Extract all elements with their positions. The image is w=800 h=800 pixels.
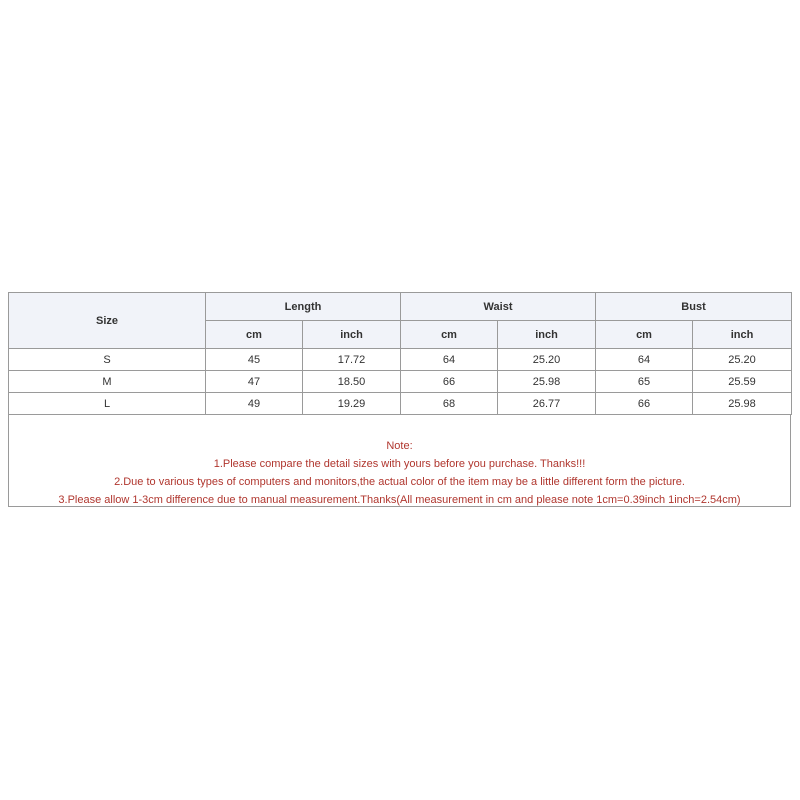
size-cell: M — [9, 371, 206, 393]
value-cell: 65 — [596, 371, 693, 393]
note-title: Note: — [386, 440, 413, 452]
note-line: 2.Due to various types of computers and monitors,the actual color of the item may be a little different form the picture. — [114, 476, 685, 488]
size-header: Size — [9, 293, 206, 349]
note-line: 1.Please compare the detail sizes with yours before you purchase. Thanks!!! — [213, 458, 586, 470]
value-cell: 68 — [401, 393, 498, 415]
length-header: Length — [206, 293, 401, 321]
value-cell: 47 — [206, 371, 303, 393]
note-line: 3.Please allow 1-3cm difference due to manual measurement.Thanks(All measurement in cm and please note 1cm=0.39inch 1inch=2.54cm) — [58, 494, 741, 506]
table-row — [9, 349, 792, 371]
value-cell: 49 — [206, 393, 303, 415]
unit-header: cm — [401, 321, 498, 349]
table-row — [9, 371, 792, 393]
value-cell: 26.77 — [498, 393, 596, 415]
size-cell: S — [9, 349, 206, 371]
value-cell: 19.29 — [303, 393, 401, 415]
bust-header: Bust — [596, 293, 792, 321]
value-cell: 25.20 — [693, 349, 792, 371]
value-cell: 66 — [401, 371, 498, 393]
unit-header: inch — [303, 321, 401, 349]
value-cell: 45 — [206, 349, 303, 371]
value-cell: 66 — [596, 393, 693, 415]
value-cell: 25.59 — [693, 371, 792, 393]
unit-header: inch — [693, 321, 792, 349]
waist-header: Waist — [401, 293, 596, 321]
unit-header: inch — [498, 321, 596, 349]
size-table — [8, 292, 792, 415]
value-cell: 25.98 — [498, 371, 596, 393]
unit-header: cm — [206, 321, 303, 349]
value-cell: 64 — [596, 349, 693, 371]
value-cell: 25.98 — [693, 393, 792, 415]
size-cell: L — [9, 393, 206, 415]
table-row — [9, 393, 792, 415]
size-chart — [8, 292, 791, 507]
note-box — [8, 415, 791, 507]
value-cell: 25.20 — [498, 349, 596, 371]
value-cell: 18.50 — [303, 371, 401, 393]
value-cell: 64 — [401, 349, 498, 371]
value-cell: 17.72 — [303, 349, 401, 371]
unit-header: cm — [596, 321, 693, 349]
header-group-row — [9, 293, 792, 321]
